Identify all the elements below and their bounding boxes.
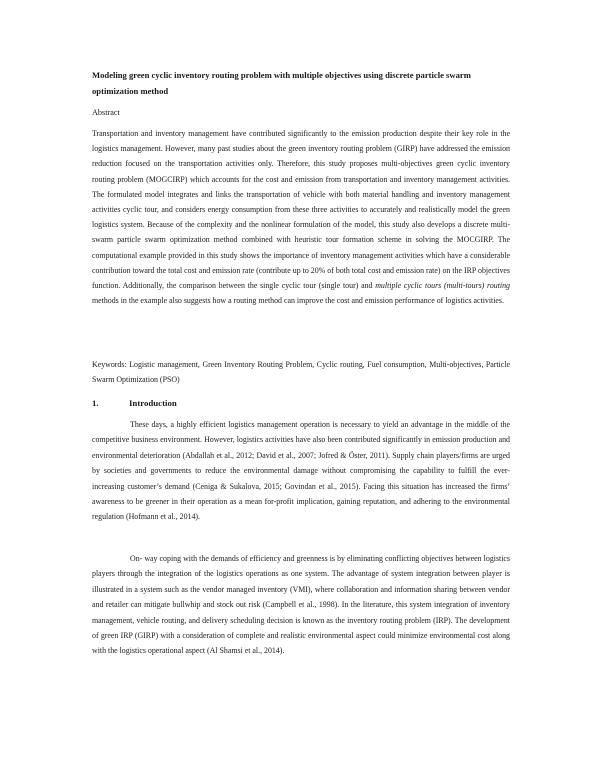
section-heading bbox=[92, 397, 177, 409]
paragraph bbox=[92, 551, 510, 659]
abstract-text-part1: Transportation and inventory management have contributed significantly to the emission production despite their key role in the logistics management. However, many past studies about the green inventory routing problem (GIRP) have addressed the emission reduction focused on the transportation activities only. Therefore, this study proposes multi-objectives green cyclic inventory routing problem (MOGCIRP) which accounts for the cost and emission from transportation and inventory management activities. The formulated model integrates and links the transportation of vehicle with both material handling and inventory management activities cyclic tour, and considers energy consumption from these three activities to accurately and realistically model the green logistics system. Because of the complexity and the nonlinear formulation of the model, this study also develops a discrete multi-swarm particle swarm optimization method combined with heuristic tour formation scheme in solving the MOCGIRP. The computational example provided in this study shows the importance of inventory management activities which have a considerable contribution toward the total cost and emission rate (contribute up to 20% of both total cost and emission rate) on the IRP objectives function. Additionally, the comparison between the single cyclic tour (single tour) and bbox=[92, 129, 510, 291]
section-number: 1. bbox=[92, 398, 99, 408]
paragraph-text: On- way coping with the demands of efficiency and greenness is by eliminating conflicting objectives between logistics players through the integration of the logistics operations as one system. The advantage of system integration between player is illustrated in a system such as the vendor managed inventory (VMI), where collaboration and information sharing between vendor and retailer can mitigate bullwhip and stock out risk (Campbell et al., 1998). In the literature, this system integration of inventory management, vehicle routing, and delivery scheduling decision is known as the inventory routing problem (IRP). The development of green IRP (GIRP) with a consideration of complete and realistic environmental aspect could minimize environmental cost along with the logistics operational aspect (Al Shamsi et al., 2014). bbox=[92, 554, 510, 656]
paragraph bbox=[92, 417, 510, 525]
abstract-label: Abstract bbox=[92, 108, 120, 117]
abstract-italic-phrase: multiple cyclic tours (multi-tours) routing bbox=[375, 281, 511, 291]
abstract-text bbox=[92, 126, 510, 308]
paper-title: Modeling green cyclic inventory routing problem with multiple objectives using discrete particle swarm optimization method bbox=[92, 70, 471, 96]
abstract-text-part2: methods in the example also suggests how a routing method can improve the cost and emission performance of logistics activities. bbox=[92, 296, 504, 306]
paragraph-text: These days, a highly efficient logistics management operation is necessary to yield an advantage in the middle of the competitive business environment. However, logistics activities have also been contributed significantly in emission production and environmental deterioration (Abdallah et al., 2012; David et al., 2007; Jofred & Öster, 2011). Supply chain players/firms are urged by societies and governments to reduce the environmental damage without compromising the capability to fulfill the ever-increasing customer’s demand (Ceniga & Sukalova, 2015; Govindan et al., 2015). Facing this situation has increased the firms’ awareness to be greener in their operation as a mean for-profit implication, gaining reputation, and adhering to the environmental regulation (Hofmann et al., 2014). bbox=[92, 420, 510, 522]
section-title: Introduction bbox=[129, 398, 177, 408]
keywords: Keywords: Logistic management, Green Inventory Routing Problem, Cyclic routing, Fuel consumption, Multi-objectives, Particle Swarm Optimization (PSO) bbox=[92, 360, 510, 385]
